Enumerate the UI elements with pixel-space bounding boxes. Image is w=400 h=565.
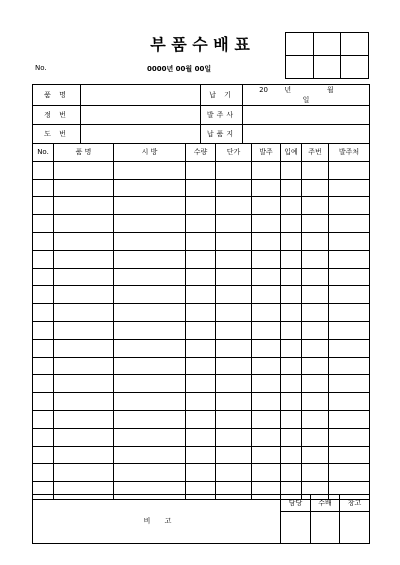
due-date-field[interactable] bbox=[243, 85, 370, 106]
approval-cell[interactable] bbox=[286, 33, 314, 56]
table-cell[interactable] bbox=[186, 464, 216, 482]
table-row bbox=[33, 250, 370, 268]
table-cell[interactable] bbox=[216, 464, 252, 482]
table-cell[interactable] bbox=[302, 464, 329, 482]
table-cell[interactable] bbox=[302, 428, 329, 446]
parts-table bbox=[32, 143, 370, 500]
drawing-field[interactable] bbox=[81, 125, 201, 144]
table-row bbox=[33, 286, 370, 304]
doc-no-label: No. bbox=[35, 64, 47, 72]
table-row bbox=[33, 393, 370, 411]
table-cell[interactable] bbox=[33, 268, 54, 286]
header-expected-in: 입예 bbox=[281, 144, 302, 162]
table-row bbox=[33, 339, 370, 357]
table-row bbox=[33, 268, 370, 286]
due-year-unit: 년 bbox=[284, 86, 292, 94]
approval-cell[interactable] bbox=[341, 33, 369, 56]
table-cell[interactable] bbox=[186, 197, 216, 215]
table-cell[interactable] bbox=[186, 410, 216, 428]
table-cell[interactable] bbox=[114, 321, 186, 339]
table-cell[interactable] bbox=[33, 464, 54, 482]
approval-cell[interactable] bbox=[286, 56, 314, 79]
table-cell[interactable] bbox=[186, 357, 216, 375]
table-cell[interactable] bbox=[329, 321, 370, 339]
approval-cell[interactable] bbox=[313, 33, 341, 56]
table-row bbox=[33, 197, 370, 215]
table-cell[interactable] bbox=[281, 339, 302, 357]
table-cell[interactable] bbox=[281, 250, 302, 268]
table-cell[interactable] bbox=[33, 357, 54, 375]
table-cell[interactable] bbox=[114, 464, 186, 482]
table-cell[interactable] bbox=[281, 410, 302, 428]
table-cell[interactable] bbox=[252, 339, 281, 357]
sign-head-charge: 담당 bbox=[281, 495, 311, 512]
table-row bbox=[33, 161, 370, 179]
table-cell[interactable] bbox=[54, 179, 114, 197]
part-name-label: 품 명 bbox=[33, 85, 81, 106]
table-cell[interactable] bbox=[302, 215, 329, 233]
table-cell[interactable] bbox=[186, 446, 216, 464]
table-cell[interactable] bbox=[252, 446, 281, 464]
part-name-field[interactable] bbox=[81, 85, 201, 106]
table-cell[interactable] bbox=[252, 464, 281, 482]
table-row bbox=[33, 215, 370, 233]
table-cell[interactable] bbox=[302, 250, 329, 268]
delivery-place-field[interactable] bbox=[243, 125, 370, 144]
drawing-label: 도 번 bbox=[33, 125, 81, 144]
table-cell[interactable] bbox=[186, 179, 216, 197]
table-cell[interactable] bbox=[329, 339, 370, 357]
table-cell[interactable] bbox=[33, 428, 54, 446]
table-cell[interactable] bbox=[114, 375, 186, 393]
table-cell[interactable] bbox=[216, 268, 252, 286]
table-cell[interactable] bbox=[33, 375, 54, 393]
table-cell[interactable] bbox=[186, 286, 216, 304]
table-cell[interactable] bbox=[186, 393, 216, 411]
header-qty: 수량 bbox=[186, 144, 216, 162]
supplier-field[interactable] bbox=[243, 106, 370, 125]
drawing-no-label: 정 번 bbox=[33, 106, 81, 125]
table-cell[interactable] bbox=[114, 446, 186, 464]
table-cell[interactable] bbox=[302, 161, 329, 179]
table-cell[interactable] bbox=[329, 215, 370, 233]
table-cell[interactable] bbox=[281, 286, 302, 304]
due-month-unit: 월 bbox=[326, 86, 334, 94]
header-no: No. bbox=[33, 144, 54, 162]
table-cell[interactable] bbox=[302, 375, 329, 393]
sign-head-warehouse: 창고 bbox=[340, 495, 370, 512]
table-cell[interactable] bbox=[33, 321, 54, 339]
table-row bbox=[33, 375, 370, 393]
table-cell[interactable] bbox=[281, 375, 302, 393]
table-cell[interactable] bbox=[252, 428, 281, 446]
table-cell[interactable] bbox=[33, 446, 54, 464]
table-cell[interactable] bbox=[252, 286, 281, 304]
table-header-row bbox=[33, 144, 370, 162]
table-cell[interactable] bbox=[186, 268, 216, 286]
table-cell[interactable] bbox=[114, 286, 186, 304]
table-cell[interactable] bbox=[252, 304, 281, 322]
table-cell[interactable] bbox=[302, 197, 329, 215]
table-cell[interactable] bbox=[302, 339, 329, 357]
table-cell[interactable] bbox=[114, 357, 186, 375]
table-cell[interactable] bbox=[54, 321, 114, 339]
table-cell[interactable] bbox=[281, 321, 302, 339]
approval-cell[interactable] bbox=[341, 56, 369, 79]
table-cell[interactable] bbox=[54, 161, 114, 179]
table-cell[interactable] bbox=[281, 446, 302, 464]
table-cell[interactable] bbox=[114, 197, 186, 215]
due-date-label: 납 기 bbox=[201, 85, 243, 106]
header-order: 발주 bbox=[252, 144, 281, 162]
table-cell[interactable] bbox=[281, 304, 302, 322]
due-day-unit: 일 bbox=[302, 96, 310, 104]
header-vendor: 발주처 bbox=[329, 144, 370, 162]
table-cell[interactable] bbox=[302, 357, 329, 375]
sign-head-procure: 수배 bbox=[311, 495, 340, 512]
table-cell[interactable] bbox=[54, 268, 114, 286]
table-cell[interactable] bbox=[329, 286, 370, 304]
table-cell[interactable] bbox=[216, 304, 252, 322]
table-cell[interactable] bbox=[114, 179, 186, 197]
table-cell[interactable] bbox=[216, 250, 252, 268]
table-cell[interactable] bbox=[329, 232, 370, 250]
table-cell[interactable] bbox=[216, 197, 252, 215]
table-cell[interactable] bbox=[54, 393, 114, 411]
table-cell[interactable] bbox=[329, 197, 370, 215]
header-spec: 시 방 bbox=[114, 144, 186, 162]
table-cell[interactable] bbox=[302, 286, 329, 304]
header-part-name: 품 명 bbox=[54, 144, 114, 162]
table-cell[interactable] bbox=[329, 464, 370, 482]
table-cell[interactable] bbox=[216, 375, 252, 393]
table-cell[interactable] bbox=[281, 268, 302, 286]
table-cell[interactable] bbox=[252, 410, 281, 428]
table-cell[interactable] bbox=[252, 215, 281, 233]
table-cell[interactable] bbox=[252, 197, 281, 215]
table-cell[interactable] bbox=[216, 446, 252, 464]
table-cell[interactable] bbox=[252, 232, 281, 250]
table-cell[interactable] bbox=[216, 232, 252, 250]
table-cell[interactable] bbox=[329, 428, 370, 446]
table-cell[interactable] bbox=[54, 446, 114, 464]
table-cell[interactable] bbox=[54, 375, 114, 393]
table-cell[interactable] bbox=[114, 215, 186, 233]
table-cell[interactable] bbox=[54, 232, 114, 250]
table-cell[interactable] bbox=[329, 446, 370, 464]
table-cell[interactable] bbox=[114, 161, 186, 179]
table-cell[interactable] bbox=[281, 197, 302, 215]
table-cell[interactable] bbox=[33, 410, 54, 428]
table-cell[interactable] bbox=[329, 375, 370, 393]
table-cell[interactable] bbox=[54, 339, 114, 357]
remarks-table bbox=[32, 494, 370, 544]
table-cell[interactable] bbox=[54, 215, 114, 233]
table-cell[interactable] bbox=[186, 250, 216, 268]
table-cell[interactable] bbox=[329, 357, 370, 375]
table-cell[interactable] bbox=[114, 428, 186, 446]
table-cell[interactable] bbox=[281, 232, 302, 250]
table-cell[interactable] bbox=[281, 464, 302, 482]
table-cell[interactable] bbox=[252, 321, 281, 339]
table-cell[interactable] bbox=[114, 232, 186, 250]
table-cell[interactable] bbox=[302, 268, 329, 286]
table-cell[interactable] bbox=[216, 428, 252, 446]
table-row bbox=[33, 464, 370, 482]
table-cell[interactable] bbox=[114, 268, 186, 286]
table-row bbox=[33, 179, 370, 197]
table-cell[interactable] bbox=[216, 339, 252, 357]
table-cell[interactable] bbox=[252, 375, 281, 393]
table-cell[interactable] bbox=[281, 215, 302, 233]
table-row bbox=[33, 428, 370, 446]
table-cell[interactable] bbox=[216, 357, 252, 375]
table-cell[interactable] bbox=[216, 286, 252, 304]
table-cell[interactable] bbox=[54, 304, 114, 322]
table-cell[interactable] bbox=[186, 339, 216, 357]
table-cell[interactable] bbox=[329, 304, 370, 322]
header-order-no: 주번 bbox=[302, 144, 329, 162]
table-cell[interactable] bbox=[33, 286, 54, 304]
table-cell[interactable] bbox=[54, 428, 114, 446]
sign-box-procure[interactable] bbox=[311, 512, 340, 544]
approval-cell[interactable] bbox=[313, 56, 341, 79]
table-cell[interactable] bbox=[281, 428, 302, 446]
table-cell[interactable] bbox=[186, 232, 216, 250]
table-cell[interactable] bbox=[54, 250, 114, 268]
table-cell[interactable] bbox=[186, 161, 216, 179]
table-cell[interactable] bbox=[252, 250, 281, 268]
table-cell[interactable] bbox=[33, 339, 54, 357]
table-cell[interactable] bbox=[186, 215, 216, 233]
sign-box-charge[interactable] bbox=[281, 512, 311, 544]
table-cell[interactable] bbox=[54, 197, 114, 215]
table-row bbox=[33, 304, 370, 322]
document-title: 부 품 수 배 표 bbox=[150, 35, 250, 54]
table-cell[interactable] bbox=[302, 446, 329, 464]
table-cell[interactable] bbox=[252, 393, 281, 411]
approval-box bbox=[285, 32, 369, 79]
table-cell[interactable] bbox=[114, 393, 186, 411]
table-cell[interactable] bbox=[302, 232, 329, 250]
sign-box-warehouse[interactable] bbox=[340, 512, 370, 544]
table-cell[interactable] bbox=[54, 357, 114, 375]
table-cell[interactable] bbox=[54, 464, 114, 482]
table-cell[interactable] bbox=[33, 215, 54, 233]
table-cell[interactable] bbox=[216, 161, 252, 179]
table-row bbox=[33, 357, 370, 375]
table-cell[interactable] bbox=[302, 304, 329, 322]
remarks-label-text: 비 고 bbox=[143, 516, 178, 525]
table-cell[interactable] bbox=[114, 410, 186, 428]
table-cell[interactable] bbox=[329, 268, 370, 286]
table-cell[interactable] bbox=[281, 161, 302, 179]
table-row bbox=[33, 321, 370, 339]
table-cell[interactable] bbox=[33, 232, 54, 250]
table-cell[interactable] bbox=[216, 410, 252, 428]
table-cell[interactable] bbox=[252, 357, 281, 375]
table-cell[interactable] bbox=[329, 250, 370, 268]
table-cell[interactable] bbox=[33, 161, 54, 179]
drawing-no-field[interactable] bbox=[81, 106, 201, 125]
table-row bbox=[33, 232, 370, 250]
table-cell[interactable] bbox=[186, 321, 216, 339]
table-cell[interactable] bbox=[33, 304, 54, 322]
table-cell[interactable] bbox=[302, 179, 329, 197]
table-cell[interactable] bbox=[114, 250, 186, 268]
table-cell[interactable] bbox=[281, 357, 302, 375]
table-row bbox=[33, 410, 370, 428]
supplier-label: 발주사 bbox=[201, 106, 243, 125]
table-row bbox=[33, 446, 370, 464]
table-cell[interactable] bbox=[114, 304, 186, 322]
table-cell[interactable] bbox=[281, 393, 302, 411]
table-cell[interactable] bbox=[33, 179, 54, 197]
table-cell[interactable] bbox=[114, 339, 186, 357]
issue-date: 0000년 00월 00일 bbox=[147, 65, 212, 73]
table-cell[interactable] bbox=[216, 179, 252, 197]
table-cell[interactable] bbox=[186, 304, 216, 322]
remarks-label[interactable] bbox=[33, 495, 281, 544]
table-cell[interactable] bbox=[252, 161, 281, 179]
table-cell[interactable] bbox=[329, 161, 370, 179]
table-cell[interactable] bbox=[329, 393, 370, 411]
table-cell[interactable] bbox=[329, 179, 370, 197]
table-cell[interactable] bbox=[33, 393, 54, 411]
header-unit-price: 단가 bbox=[216, 144, 252, 162]
table-cell[interactable] bbox=[216, 215, 252, 233]
table-cell[interactable] bbox=[281, 179, 302, 197]
table-cell[interactable] bbox=[186, 375, 216, 393]
table-cell[interactable] bbox=[252, 179, 281, 197]
table-cell[interactable] bbox=[252, 268, 281, 286]
table-cell[interactable] bbox=[302, 410, 329, 428]
table-cell[interactable] bbox=[54, 410, 114, 428]
table-cell[interactable] bbox=[33, 250, 54, 268]
table-cell[interactable] bbox=[216, 321, 252, 339]
table-cell[interactable] bbox=[329, 410, 370, 428]
table-cell[interactable] bbox=[216, 393, 252, 411]
table-cell[interactable] bbox=[54, 286, 114, 304]
header-info-table bbox=[32, 84, 370, 144]
table-cell[interactable] bbox=[302, 393, 329, 411]
due-year: 20 bbox=[259, 86, 268, 94]
table-cell[interactable] bbox=[302, 321, 329, 339]
delivery-place-label: 납품지 bbox=[201, 125, 243, 144]
table-cell[interactable] bbox=[186, 428, 216, 446]
table-cell[interactable] bbox=[33, 197, 54, 215]
